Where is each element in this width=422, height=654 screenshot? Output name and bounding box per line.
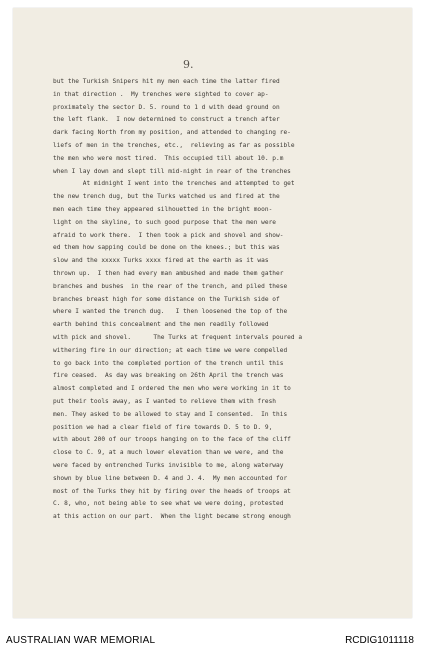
text-line: liefs of men in the trenches, etc., relieving as far as possible [53,141,295,149]
text-line: close to C. 9, at a much lower elevation than we were, and the [53,449,284,457]
text-line: to go back into the completed portion of the trench until this [53,359,284,367]
text-line: with about 200 of our troops hanging on to the face of the cliff [53,436,291,444]
text-line: were faced by entrenched Turks invisible to me, along waterway [53,461,284,469]
text-line: At midnight I went into the trenches and attempted to get [53,180,295,188]
text-line: but the Turkish Snipers hit my men each time the latter fired [53,78,280,85]
text-line: slow and the xxxxx Turks xxxx fired at the earth as it was [53,257,269,265]
typescript-body [53,76,405,524]
text-line: most of the Turks they hit by firing over the heads of troops at [53,487,291,495]
text-line: at this action on our part. When the light became strong enough [53,513,291,521]
text-line: earth behind this concealment and the men readily followed [53,321,269,329]
text-line: men. They asked to be allowed to stay and I consented. In this [53,410,288,418]
text-line: light on the skyline, to such good purpose that the men were [53,218,277,226]
text-line: the left flank. I now determined to construct a trench after [53,116,280,124]
text-line: fire ceased. As day was breaking on 26th April the trench was [53,372,284,380]
text-line: afraid to work there. I then took a pick and shovel and show- [53,231,284,239]
text-line: C. 8, who, not being able to see what we were doing, protested [53,500,284,508]
text-line: almost completed and I ordered the men who were working in it to [53,385,291,393]
text-line: ed them how sapping could be done on the knees.; but this was [53,244,280,252]
text-line: men each time they appeared silhouetted in the bright moon- [53,205,273,213]
text-line: the new trench dug, but the Turks watched us and fired at the [53,193,280,201]
text-line: withering fire in our direction; at each time we were compelled [53,346,288,354]
page-number: 9. [183,58,194,71]
typescript-page [13,8,412,618]
text-line: position we had a clear field of fire towards D. 5 to D. 9, [53,423,273,431]
text-line: branches breast high for some distance on the Turkish side of [53,295,280,303]
text-line: put their tools away, as I wanted to relieve them with fresh [53,397,277,405]
text-line: branches and bushes in the rear of the trench, and piled these [53,282,288,290]
text-line: dark facing North from my position, and attended to changing re- [53,129,291,137]
text-line: when I lay down and slept till mid-night in rear of the trenches [53,167,291,175]
text-line: in that direction . My trenches were sighted to cover ap- [53,90,269,98]
text-line: thrown up. I then had every man ambushed and made them gather [53,269,284,277]
footer-institution: AUSTRALIAN WAR MEMORIAL [6,635,156,646]
footer-item-id: RCDIG1011118 [345,635,414,646]
archive-footer [0,626,422,654]
text-line: shown by blue line between D. 4 and J. 4. My men accounted for [53,474,288,482]
text-line: proximately the sector D. 5. round to 1 d with dead ground on [53,103,280,111]
text-line: where I wanted the trench dug. I then loosened the top of the [53,308,288,316]
text-line: the men who were most tired. This occupied till about 10. p.m [53,154,284,162]
text-line: with pick and shovel. The Turks at frequent intervals poured a [53,333,303,341]
